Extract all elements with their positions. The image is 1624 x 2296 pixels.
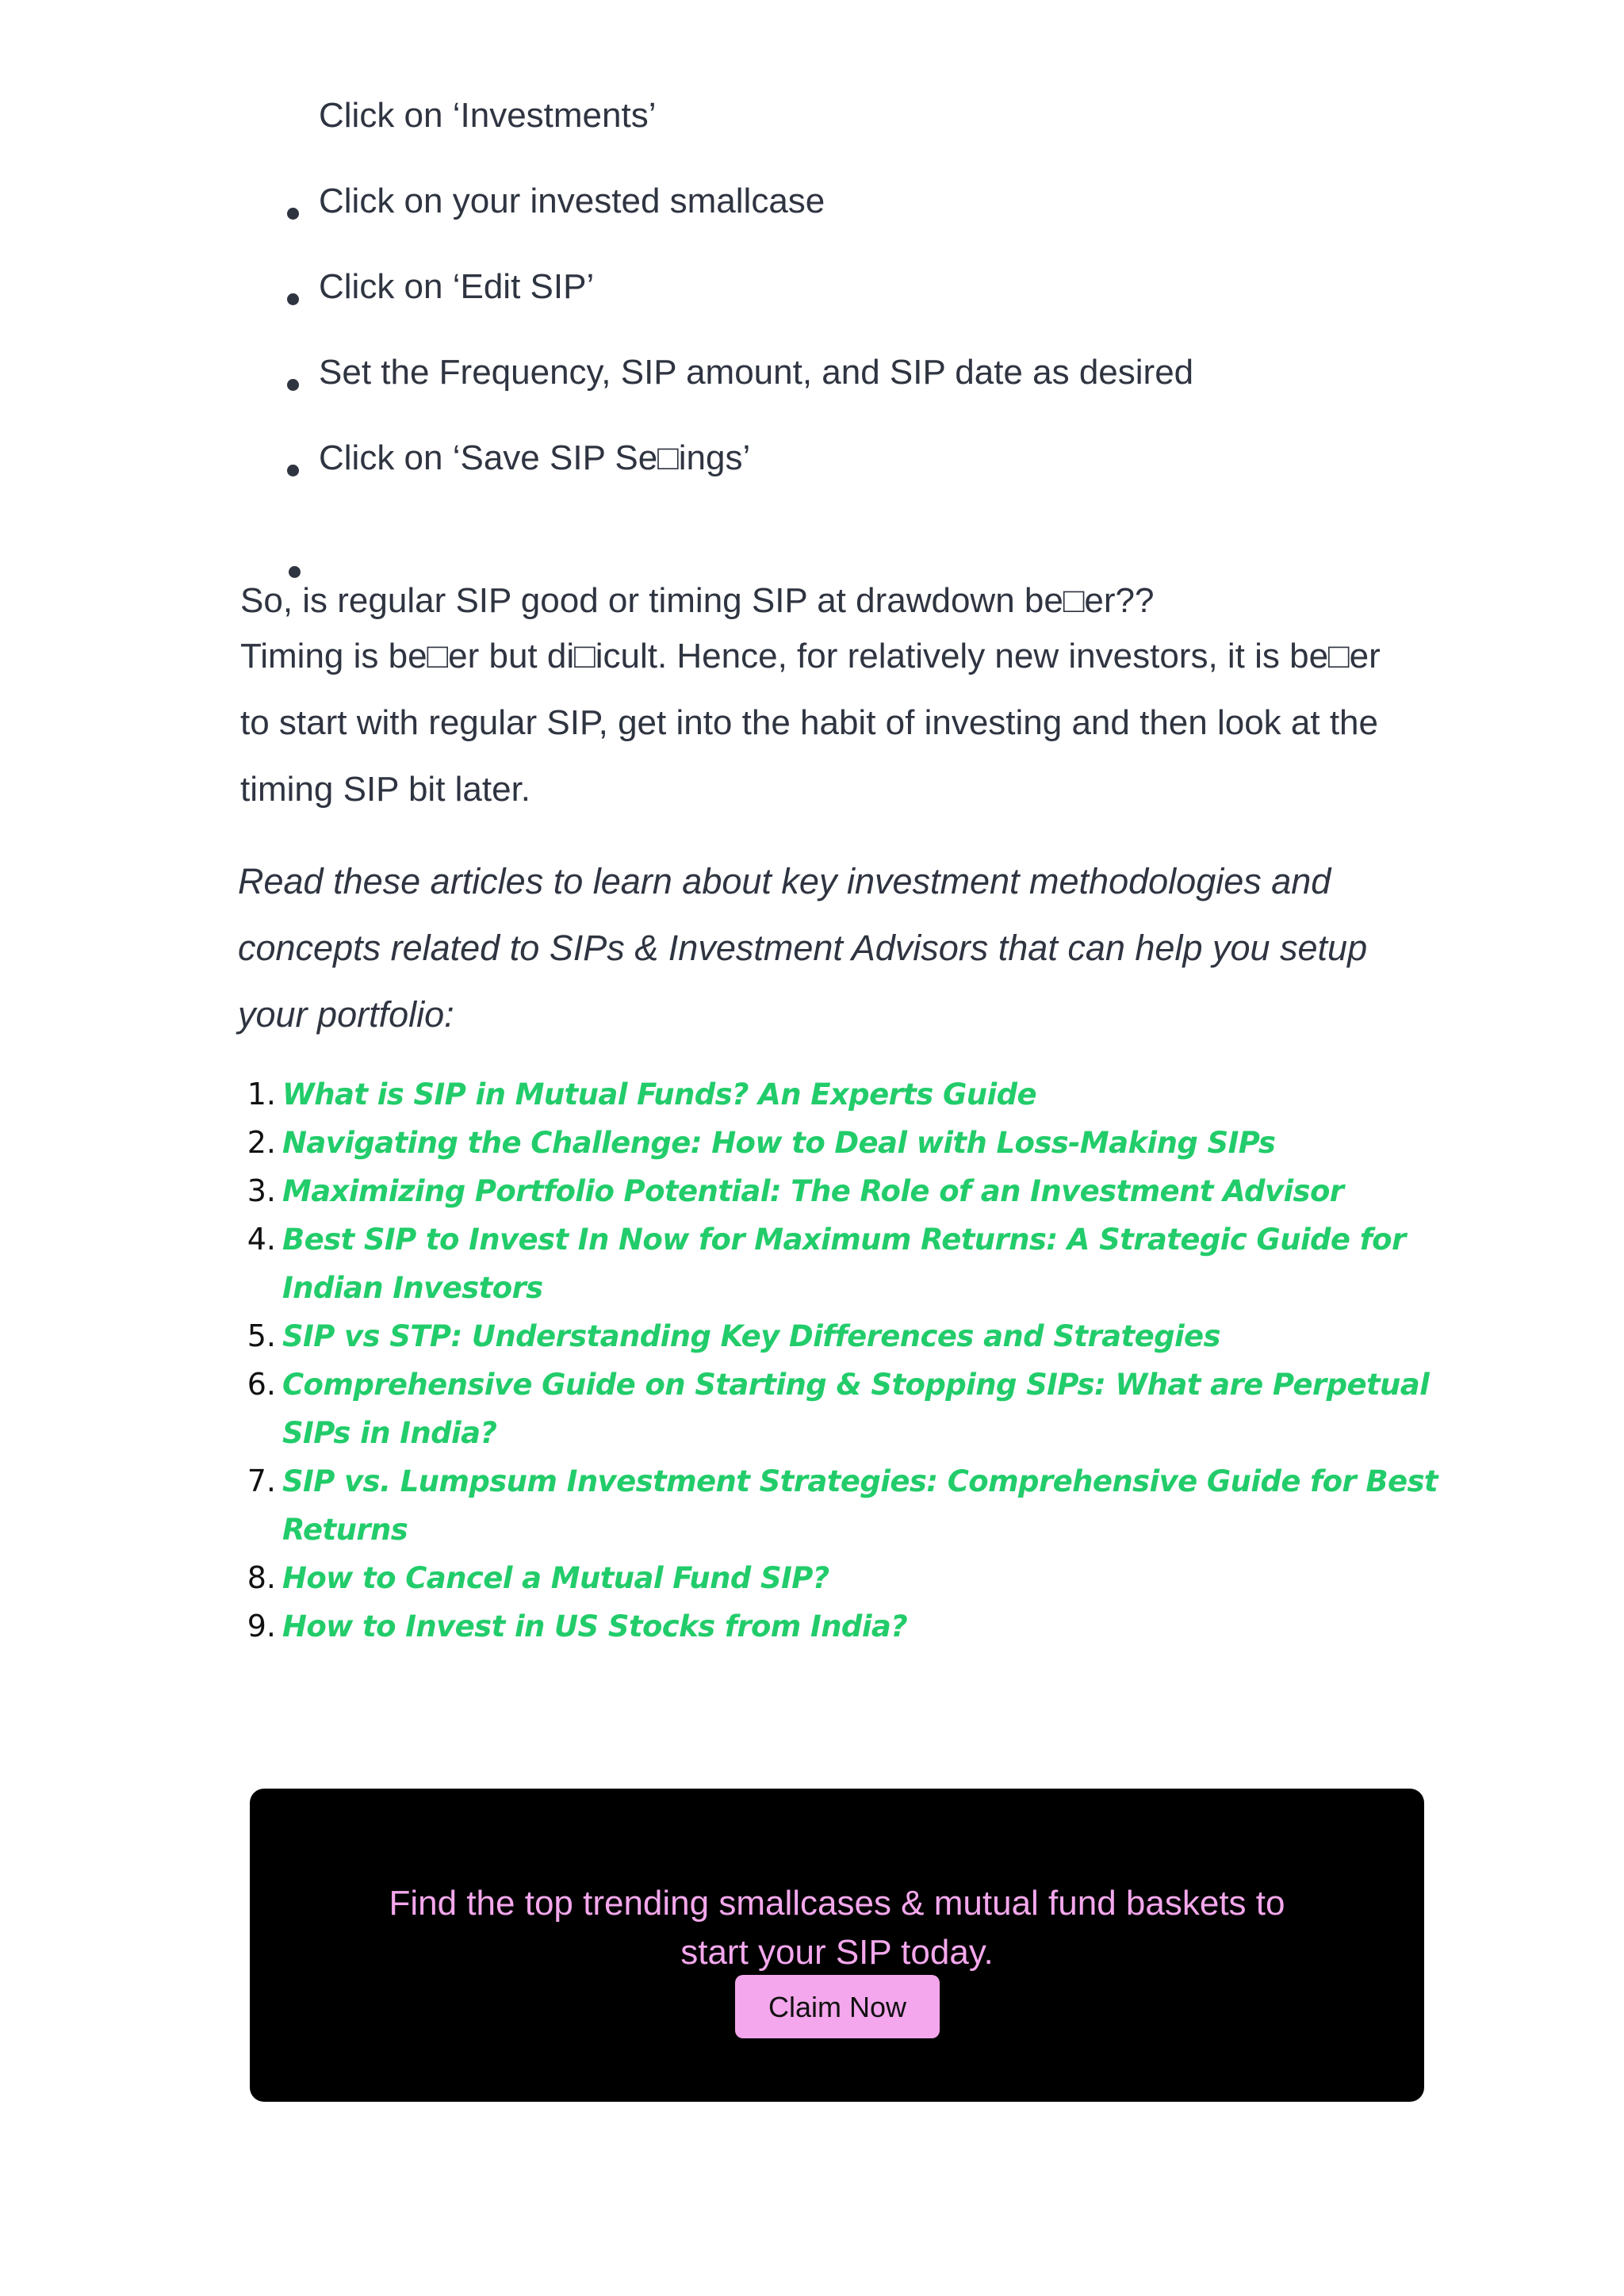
bullet-icon <box>287 208 299 220</box>
article-list-item <box>282 1457 1488 1554</box>
article-link[interactable]: How to Cancel a Mutual Fund SIP? <box>282 1561 829 1595</box>
step-item <box>319 352 1508 393</box>
question-paragraph: So, is regular SIP good or timing SIP at drawdown be□er?? <box>240 581 1155 620</box>
article-link[interactable]: Comprehensive Guide on Starting & Stopping SIPs: What are Perpetual SIPs in India? <box>282 1368 1430 1450</box>
article-link[interactable]: Maximizing Portfolio Potential: The Role of an Investment Advisor <box>282 1174 1344 1208</box>
step-item <box>319 181 1508 222</box>
step-text: Click on ‘Save SIP Se□ings’ <box>319 438 751 477</box>
step-item <box>319 438 1508 479</box>
bullet-icon <box>287 465 299 476</box>
article-link[interactable]: How to Invest in US Stocks from India? <box>282 1609 908 1644</box>
cta-line: Find the top trending smallcases & mutual fund baskets to <box>389 1884 1285 1923</box>
articles-list <box>238 1070 1488 1651</box>
cta-line: start your SIP today. <box>680 1933 994 1972</box>
cta-text <box>250 1879 1424 1977</box>
article-list-item <box>282 1554 1488 1602</box>
answer-paragraph: Timing is be□er but di□icult. Hence, for relatively new investors, it is be□er to start with regular SIP, get into the habit of investing and then look at the timing SIP bit later. <box>240 637 1381 809</box>
step-text: Set the Frequency, SIP amount, and SIP date as desired <box>319 353 1194 392</box>
article-link[interactable]: What is SIP in Mutual Funds? An Experts Guide <box>282 1077 1036 1112</box>
article-list-item <box>282 1167 1488 1215</box>
article-list-item <box>282 1360 1488 1457</box>
step-text: Click on ‘Investments’ <box>319 96 657 135</box>
bullet-icon <box>289 566 301 578</box>
claim-now-label: Claim Now <box>768 1991 907 2023</box>
sip-steps-list <box>319 95 1508 523</box>
cta-banner <box>250 1789 1424 2102</box>
claim-now-button[interactable] <box>735 1975 940 2038</box>
step-text: Click on your invested smallcase <box>319 182 825 220</box>
article-link[interactable]: Navigating the Challenge: How to Deal with Loss-Making SIPs <box>282 1126 1276 1160</box>
bullet-icon <box>287 293 299 305</box>
article-link[interactable]: SIP vs STP: Understanding Key Differences and Strategies <box>282 1319 1220 1353</box>
step-item <box>319 266 1508 308</box>
articles-intro: Read these articles to learn about key investment methodologies and concepts related to SIPs & Investment Advisors that can help you setup your portfolio: <box>238 861 1368 1035</box>
article-list-item <box>282 1602 1488 1651</box>
article-list-item <box>282 1119 1488 1167</box>
article-link[interactable]: SIP vs. Lumpsum Investment Strategies: Comprehensive Guide for Best Returns <box>282 1464 1438 1547</box>
article-link[interactable]: Best SIP to Invest In Now for Maximum Returns: A Strategic Guide for Indian Investors <box>282 1223 1406 1305</box>
bullet-icon <box>287 379 299 391</box>
step-item <box>319 95 1508 136</box>
article-list-item <box>282 1215 1488 1312</box>
step-text: Click on ‘Edit SIP’ <box>319 267 595 306</box>
article-list-item <box>282 1070 1488 1119</box>
article-list-item <box>282 1312 1488 1360</box>
